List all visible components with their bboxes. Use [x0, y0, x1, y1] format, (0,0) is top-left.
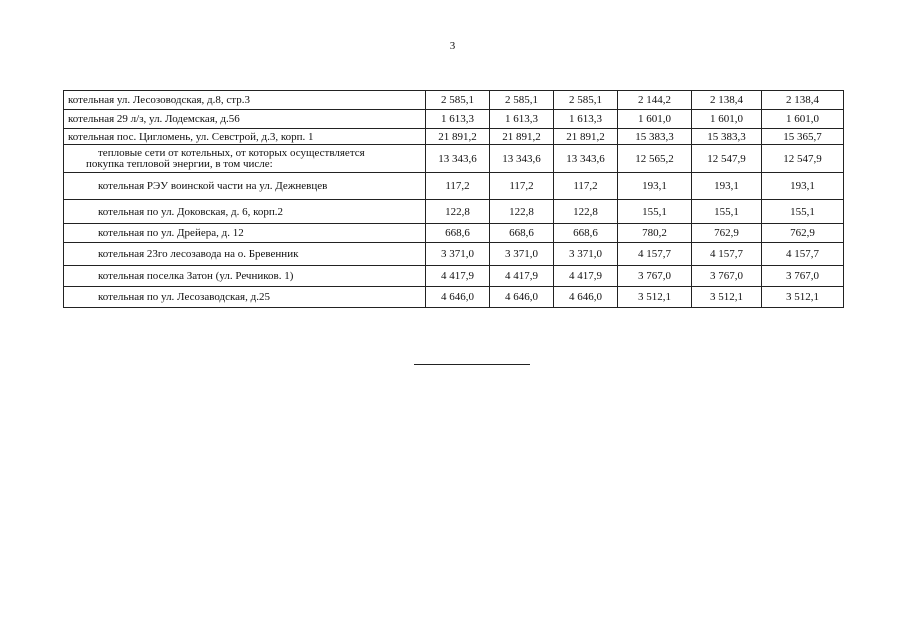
table-row [64, 243, 844, 266]
row-name: котельная поселка Затон (ул. Речников. 1) [64, 266, 426, 287]
row-value: 4 157,7 [618, 243, 692, 266]
row-value: 21 891,2 [554, 129, 618, 145]
row-value: 4 417,9 [426, 266, 490, 287]
row-name-line: тепловые сети от котельных, от которых осуществляется [98, 146, 365, 159]
row-value: 3 371,0 [490, 243, 554, 266]
page-number: 3 [449, 40, 456, 52]
row-value: 3 512,1 [618, 287, 692, 308]
row-value: 762,9 [762, 224, 844, 243]
row-value: 3 512,1 [692, 287, 762, 308]
row-value: 117,2 [490, 173, 554, 200]
row-value: 13 343,6 [426, 145, 490, 173]
row-name: котельная по ул. Лесозаводская, д.25 [64, 287, 426, 308]
row-name: котельная пос. Цигломень, ул. Севстрой, д.3, корп. 1 [64, 129, 426, 145]
row-value: 4 417,9 [490, 266, 554, 287]
row-value: 3 767,0 [762, 266, 844, 287]
row-value: 155,1 [618, 200, 692, 224]
row-value: 15 383,3 [692, 129, 762, 145]
row-value: 193,1 [618, 173, 692, 200]
row-value: 762,9 [692, 224, 762, 243]
row-value: 1 601,0 [618, 110, 692, 129]
table-row [64, 200, 844, 224]
row-value: 1 613,3 [554, 110, 618, 129]
row-value: 4 646,0 [490, 287, 554, 308]
row-value: 193,1 [762, 173, 844, 200]
row-value: 13 343,6 [490, 145, 554, 173]
table-row [64, 110, 844, 129]
row-name [64, 145, 426, 173]
row-value: 1 601,0 [762, 110, 844, 129]
row-value: 2 138,4 [762, 91, 844, 110]
table-row [64, 91, 844, 110]
row-value: 3 371,0 [554, 243, 618, 266]
row-value: 122,8 [426, 200, 490, 224]
row-name: котельная РЭУ воинской части на ул. Дежневцев [64, 173, 426, 200]
row-name: котельная по ул. Доковская, д. 6, корп.2 [64, 200, 426, 224]
row-value: 122,8 [554, 200, 618, 224]
row-value: 2 585,1 [554, 91, 618, 110]
row-name-line: покупка тепловой энергии, в том числе: [86, 157, 273, 170]
row-value: 12 565,2 [618, 145, 692, 173]
row-value: 3 767,0 [692, 266, 762, 287]
table-row [64, 173, 844, 200]
row-value: 122,8 [490, 200, 554, 224]
row-value: 2 138,4 [692, 91, 762, 110]
row-value: 1 613,3 [426, 110, 490, 129]
row-name: котельная 23го лесозавода на о. Бревенник [64, 243, 426, 266]
row-value: 12 547,9 [692, 145, 762, 173]
row-value: 117,2 [426, 173, 490, 200]
data-table [63, 90, 844, 308]
row-value: 4 157,7 [692, 243, 762, 266]
row-value: 15 383,3 [618, 129, 692, 145]
table-row [64, 287, 844, 308]
row-value: 21 891,2 [426, 129, 490, 145]
row-value: 2 585,1 [490, 91, 554, 110]
row-name: котельная 29 л/з, ул. Лодемская, д.56 [64, 110, 426, 129]
row-value: 2 585,1 [426, 91, 490, 110]
row-value: 4 157,7 [762, 243, 844, 266]
row-value: 13 343,6 [554, 145, 618, 173]
row-value: 21 891,2 [490, 129, 554, 145]
row-value: 4 417,9 [554, 266, 618, 287]
row-value: 668,6 [426, 224, 490, 243]
row-value: 668,6 [554, 224, 618, 243]
row-value: 3 371,0 [426, 243, 490, 266]
table-row [64, 129, 844, 145]
end-rule [414, 364, 530, 365]
row-value: 193,1 [692, 173, 762, 200]
row-value: 668,6 [490, 224, 554, 243]
row-value: 117,2 [554, 173, 618, 200]
row-value: 15 365,7 [762, 129, 844, 145]
row-name: котельная по ул. Дрейера, д. 12 [64, 224, 426, 243]
row-value: 155,1 [762, 200, 844, 224]
row-value: 3 512,1 [762, 287, 844, 308]
row-value: 780,2 [618, 224, 692, 243]
row-value: 4 646,0 [554, 287, 618, 308]
row-value: 12 547,9 [762, 145, 844, 173]
table-row-group [64, 145, 844, 173]
row-value: 1 601,0 [692, 110, 762, 129]
row-value: 4 646,0 [426, 287, 490, 308]
table-row [64, 224, 844, 243]
row-value: 1 613,3 [490, 110, 554, 129]
table-row [64, 266, 844, 287]
row-value: 155,1 [692, 200, 762, 224]
row-value: 2 144,2 [618, 91, 692, 110]
row-value: 3 767,0 [618, 266, 692, 287]
row-name: котельная ул. Лесозоводская, д.8, стр.3 [64, 91, 426, 110]
